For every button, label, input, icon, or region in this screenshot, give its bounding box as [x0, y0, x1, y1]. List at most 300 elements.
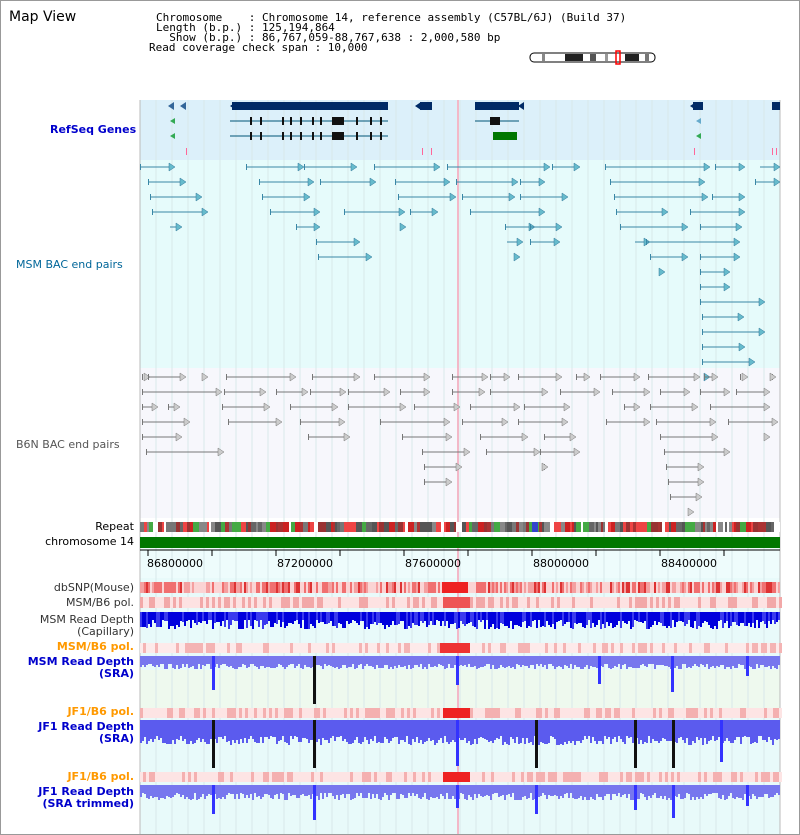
- depth-bar: [226, 785, 228, 795]
- track-label-msm-read-depth-capillary[interactable]: MSM Read Depth: [39, 613, 134, 626]
- heat-cell: [347, 597, 350, 608]
- depth-bar: [494, 785, 496, 793]
- heat-cell: [152, 597, 155, 608]
- depth-bar: [410, 656, 412, 669]
- heat-cell: [365, 597, 368, 608]
- depth-bar: [148, 612, 150, 624]
- depth-bar: [240, 785, 242, 793]
- heat-cell: [179, 708, 182, 718]
- depth-bar: [440, 720, 442, 738]
- track-label-chromosome[interactable]: chromosome 14: [45, 535, 134, 548]
- heat-cell: [629, 643, 632, 653]
- depth-bar: [540, 612, 542, 627]
- depth-bar: [620, 612, 622, 628]
- repeat-segment: [340, 522, 344, 532]
- heat-cell: [728, 708, 731, 718]
- heat-cell: [232, 582, 234, 593]
- depth-bar: [648, 720, 650, 736]
- msm-bac-end: [246, 164, 247, 170]
- b6n-bac-end: [664, 449, 665, 455]
- depth-bar: [546, 656, 548, 669]
- heat-cell: [518, 597, 521, 608]
- depth-bar: [174, 785, 176, 795]
- heat-cell: [638, 772, 641, 782]
- track-label-jf1-read-depth-trimmed[interactable]: JF1 Read Depth: [38, 785, 134, 798]
- depth-bar: [208, 656, 210, 664]
- depth-bar: [406, 785, 408, 798]
- heat-cell: [746, 582, 748, 593]
- depth-bar: [656, 656, 658, 665]
- heat-cell: [308, 772, 311, 782]
- track-label-msm-b6-pol[interactable]: MSM/B6 pol.: [66, 596, 134, 609]
- depth-bar: [388, 656, 390, 669]
- heat-cell: [623, 643, 626, 653]
- heat-cell: [362, 597, 365, 608]
- depth-bar: [348, 785, 350, 794]
- heat-cell: [191, 643, 194, 653]
- depth-bar: [756, 785, 758, 799]
- depth-bar: [630, 612, 632, 629]
- depth-bar: [482, 656, 484, 667]
- repeat-segment: [589, 522, 594, 532]
- heat-cell: [722, 708, 725, 718]
- heat-cell: [548, 597, 551, 608]
- track-label-jf1-read-depth-trimmed-sub: (SRA trimmed): [42, 797, 134, 810]
- depth-bar: [418, 785, 420, 798]
- depth-bar: [702, 612, 704, 623]
- heat-cell: [762, 582, 764, 593]
- depth-bar: [460, 785, 462, 793]
- heat-cell: [554, 597, 557, 608]
- depth-bar: [500, 612, 502, 623]
- depth-bar: [194, 785, 196, 793]
- depth-bar: [232, 656, 234, 668]
- heat-cell: [704, 582, 706, 593]
- repeat-segment: [618, 522, 620, 532]
- heat-cell: [434, 597, 437, 608]
- depth-spike: [634, 720, 637, 768]
- depth-bar: [518, 656, 520, 665]
- repeat-segment: [326, 522, 331, 532]
- depth-bar: [438, 612, 440, 621]
- heat-cell: [533, 597, 536, 608]
- b6n-bac-end: [600, 374, 601, 380]
- heat-cell: [200, 597, 203, 608]
- track-label-jf1-read-depth-sra[interactable]: JF1 Read Depth: [38, 720, 134, 733]
- heat-cell: [608, 597, 611, 608]
- depth-bar: [180, 720, 182, 736]
- heat-cell: [566, 597, 569, 608]
- b6n-bac-end: [656, 419, 657, 425]
- depth-bar: [304, 720, 306, 738]
- depth-bar: [360, 612, 362, 621]
- heat-cell: [536, 582, 538, 593]
- heat-cell: [683, 643, 686, 653]
- depth-bar: [624, 785, 626, 794]
- heat-cell: [164, 582, 166, 593]
- heat-cell: [716, 708, 719, 718]
- depth-bar: [516, 612, 518, 625]
- depth-bar: [370, 612, 372, 624]
- depth-bar: [728, 720, 730, 741]
- depth-bar: [174, 720, 176, 744]
- heat-cell: [428, 772, 431, 782]
- depth-bar: [462, 656, 464, 666]
- msm-bac-end: [614, 194, 615, 200]
- heat-cell: [749, 772, 752, 782]
- depth-spike: [535, 785, 538, 814]
- depth-bar: [180, 785, 182, 797]
- heat-cell: [257, 772, 260, 782]
- heat-cell: [586, 582, 588, 593]
- depth-bar: [298, 612, 300, 624]
- depth-bar: [620, 656, 622, 669]
- heat-cell: [522, 582, 524, 593]
- heat-cell: [422, 597, 425, 608]
- depth-bar: [278, 612, 280, 620]
- heat-cell: [272, 582, 274, 593]
- heat-cell: [155, 597, 158, 608]
- repeat-segment: [746, 522, 751, 532]
- depth-bar: [160, 720, 162, 738]
- repeat-segment: [581, 522, 583, 532]
- track-label-msm-read-depth-sra-sub: (SRA): [99, 667, 134, 680]
- depth-bar: [404, 785, 406, 798]
- heat-cell: [708, 582, 710, 593]
- heat-cell: [263, 708, 266, 718]
- heat-cell: [329, 772, 332, 782]
- heat-cell: [234, 582, 236, 593]
- depth-bar: [282, 656, 284, 667]
- heat-cell: [743, 643, 746, 653]
- msm-bac-end: [702, 359, 703, 365]
- msm-bac-end: [410, 209, 411, 215]
- repeat-segment: [574, 522, 576, 532]
- depth-bar: [524, 656, 526, 666]
- heat-cell: [320, 708, 323, 718]
- repeat-segment: [147, 522, 149, 532]
- depth-bar: [722, 785, 724, 795]
- depth-bar: [508, 720, 510, 745]
- depth-bar: [504, 720, 506, 742]
- heat-cell: [710, 582, 712, 593]
- depth-bar: [228, 785, 230, 793]
- depth-bar: [442, 612, 444, 621]
- heat-cell: [488, 772, 491, 782]
- depth-bar: [270, 785, 272, 798]
- heat-cell: [468, 582, 470, 593]
- depth-bar: [712, 656, 714, 666]
- depth-bar: [652, 785, 654, 795]
- depth-bar: [762, 656, 764, 665]
- depth-bar: [296, 656, 298, 666]
- heat-cell: [182, 582, 184, 593]
- depth-bar: [518, 612, 520, 626]
- heat-cell: [284, 708, 287, 718]
- depth-bar: [726, 656, 728, 667]
- depth-bar: [466, 720, 468, 743]
- depth-bar: [394, 612, 396, 625]
- repeat-segment: [426, 522, 432, 532]
- heat-cell: [644, 643, 647, 653]
- heat-cell: [179, 772, 182, 782]
- heat-cell: [524, 643, 527, 653]
- msm-bac-end: [456, 179, 457, 185]
- depth-bar: [336, 612, 338, 628]
- depth-bar: [418, 612, 420, 626]
- heat-cell: [478, 582, 480, 593]
- depth-bar: [772, 785, 774, 797]
- depth-bar: [700, 656, 702, 664]
- heat-cell: [650, 772, 653, 782]
- heat-cell: [353, 597, 356, 608]
- heat-cell: [470, 643, 473, 653]
- heat-cell: [311, 708, 314, 718]
- heat-cell: [374, 582, 376, 593]
- heat-cell: [440, 597, 443, 608]
- depth-bar: [288, 656, 290, 665]
- msm-bac-end: [259, 179, 260, 185]
- depth-bar: [638, 656, 640, 668]
- heat-cell: [164, 772, 167, 782]
- heat-cell: [719, 772, 722, 782]
- depth-bar: [598, 612, 600, 620]
- depth-bar: [322, 720, 324, 738]
- depth-bar: [698, 720, 700, 740]
- depth-bar: [594, 785, 596, 800]
- ideogram-band: [625, 54, 639, 61]
- depth-bar: [180, 612, 182, 621]
- heat-cell: [320, 597, 323, 608]
- exon: [380, 117, 382, 125]
- depth-bar: [356, 612, 358, 623]
- heat-cell: [725, 772, 728, 782]
- depth-bar: [508, 785, 510, 794]
- b6n-bac-end: [310, 389, 311, 395]
- heat-cell: [554, 708, 557, 718]
- heat-cell: [226, 582, 228, 593]
- depth-bar: [146, 612, 148, 628]
- msm-bac-end: [530, 224, 531, 230]
- heat-cell: [758, 643, 761, 653]
- heat-cell: [593, 597, 596, 608]
- heat-cell: [296, 772, 299, 782]
- heat-cell: [539, 708, 542, 718]
- depth-bar: [414, 656, 416, 665]
- heat-cell: [743, 708, 746, 718]
- b6n-bac-end: [402, 434, 403, 440]
- depth-bar: [306, 785, 308, 796]
- track-label-b6n-bac-end-pairs[interactable]: B6N BAC end pairs: [16, 438, 120, 451]
- b6n-bac-end: [576, 374, 577, 380]
- depth-bar: [778, 785, 780, 795]
- heat-cell: [338, 597, 341, 608]
- depth-bar: [412, 785, 414, 793]
- depth-bar: [560, 656, 562, 667]
- heat-cell: [692, 643, 695, 653]
- heat-cell: [755, 772, 758, 782]
- heat-cell: [779, 643, 782, 653]
- b6n-bac-end: [470, 404, 471, 410]
- heat-cell: [527, 772, 530, 782]
- depth-bar: [400, 785, 402, 794]
- depth-bar: [452, 785, 454, 796]
- heat-cell: [452, 772, 455, 782]
- length-info: Length (b.p.) : 125,194,864: [156, 21, 335, 34]
- heat-cell: [386, 772, 389, 782]
- track-label-repeat[interactable]: Repeat: [95, 520, 134, 533]
- depth-bar: [228, 720, 230, 741]
- repeat-segment: [144, 522, 147, 532]
- repeat-segment: [246, 522, 248, 532]
- depth-bar: [152, 612, 154, 620]
- heat-cell: [719, 643, 722, 653]
- heat-cell: [684, 582, 686, 593]
- depth-bar: [218, 785, 220, 798]
- heat-cell: [485, 597, 488, 608]
- depth-bar: [578, 720, 580, 741]
- depth-bar: [552, 720, 554, 737]
- heat-cell: [362, 643, 365, 653]
- repeat-segment: [248, 522, 251, 532]
- heat-cell: [623, 772, 626, 782]
- depth-bar: [154, 720, 156, 739]
- depth-bar: [512, 656, 514, 667]
- b6n-bac-end: [142, 404, 143, 410]
- track-label-dbsnp[interactable]: dbSNP(Mouse): [53, 581, 134, 594]
- heat-cell: [560, 597, 563, 608]
- track-label-msm-b6-pol-sra[interactable]: MSM/B6 pol.: [56, 640, 134, 653]
- heat-cell: [344, 772, 347, 782]
- depth-bar: [690, 656, 692, 668]
- depth-bar: [396, 656, 398, 668]
- depth-bar: [160, 612, 162, 627]
- repeat-segment: [701, 522, 703, 532]
- heat-cell: [326, 772, 329, 782]
- depth-bar: [742, 612, 744, 623]
- ideogram-band: [565, 54, 583, 61]
- depth-bar: [276, 785, 278, 794]
- gene-block: [232, 102, 388, 110]
- depth-bar: [266, 612, 268, 624]
- depth-bar: [604, 612, 606, 628]
- heat-cell: [322, 582, 324, 593]
- heat-cell: [383, 708, 386, 718]
- depth-bar: [274, 720, 276, 737]
- depth-bar: [368, 720, 370, 744]
- heat-cell: [191, 772, 194, 782]
- heat-cell: [536, 643, 539, 653]
- track-label-refseq-genes[interactable]: RefSeq Genes: [50, 123, 137, 136]
- heat-cell: [689, 708, 692, 718]
- track-label-msm-read-depth-sra[interactable]: MSM Read Depth: [27, 655, 134, 668]
- heat-cell: [566, 582, 568, 593]
- depth-bar: [380, 612, 382, 623]
- heat-cell: [431, 772, 434, 782]
- depth-bar: [596, 612, 598, 625]
- heat-cell: [422, 582, 424, 593]
- depth-bar: [634, 656, 636, 668]
- depth-bar: [324, 656, 326, 664]
- heat-cell: [158, 643, 161, 653]
- depth-bar: [294, 785, 296, 795]
- heat-cell: [542, 582, 544, 593]
- repeat-segment: [241, 522, 246, 532]
- heat-cell: [263, 643, 266, 653]
- depth-bar: [736, 656, 738, 668]
- heat-cell: [750, 582, 752, 593]
- depth-bar: [584, 720, 586, 736]
- depth-bar: [184, 785, 186, 799]
- depth-bar: [756, 612, 758, 620]
- heat-cell: [240, 582, 242, 593]
- heat-cell: [317, 643, 320, 653]
- repeat-segment: [221, 522, 225, 532]
- depth-bar: [618, 785, 620, 793]
- track-label-jf1-b6-pol[interactable]: JF1/B6 pol.: [67, 705, 134, 718]
- heat-cell: [281, 772, 284, 782]
- depth-bar: [192, 656, 194, 666]
- depth-bar: [722, 656, 724, 665]
- depth-bar: [474, 656, 476, 666]
- heat-cell: [533, 708, 536, 718]
- depth-bar: [464, 612, 466, 626]
- heat-cell: [674, 708, 677, 718]
- depth-bar: [640, 785, 642, 793]
- heat-cell: [630, 582, 632, 593]
- depth-bar: [720, 656, 722, 665]
- heat-cell: [449, 643, 452, 653]
- heat-cell: [470, 708, 473, 718]
- heat-cell: [208, 582, 210, 593]
- track-label-jf1-b6-pol-trimmed[interactable]: JF1/B6 pol.: [67, 770, 134, 783]
- exon: [282, 132, 284, 140]
- depth-spike: [672, 785, 675, 818]
- depth-bar: [510, 785, 512, 797]
- depth-bar: [148, 656, 150, 664]
- heat-cell: [706, 582, 708, 593]
- depth-bar: [770, 720, 772, 740]
- heat-cell: [660, 582, 662, 593]
- repeat-segment: [774, 522, 780, 532]
- heat-cell: [748, 582, 750, 593]
- heat-cell: [482, 597, 485, 608]
- heat-cell: [740, 597, 743, 608]
- heat-cell: [647, 772, 650, 782]
- depth-bar: [340, 720, 342, 736]
- heat-cell: [432, 582, 434, 593]
- depth-bar: [326, 656, 328, 666]
- heat-cell: [368, 772, 371, 782]
- heat-cell: [647, 643, 650, 653]
- depth-bar: [758, 656, 760, 668]
- track-label-msm-bac-end-pairs[interactable]: MSM BAC end pairs: [16, 258, 123, 271]
- depth-bar: [330, 720, 332, 738]
- repeat-segment: [314, 522, 318, 532]
- exon: [356, 117, 358, 125]
- heat-cell: [596, 772, 599, 782]
- depth-bar: [480, 785, 482, 796]
- heat-cell: [623, 708, 626, 718]
- heat-cell: [496, 582, 498, 593]
- exon: [332, 117, 342, 125]
- depth-bar: [708, 785, 710, 794]
- depth-bar: [526, 785, 528, 799]
- heat-cell: [268, 582, 270, 593]
- heat-cell: [272, 643, 275, 653]
- depth-bar: [342, 612, 344, 628]
- repeat-segment: [487, 522, 491, 532]
